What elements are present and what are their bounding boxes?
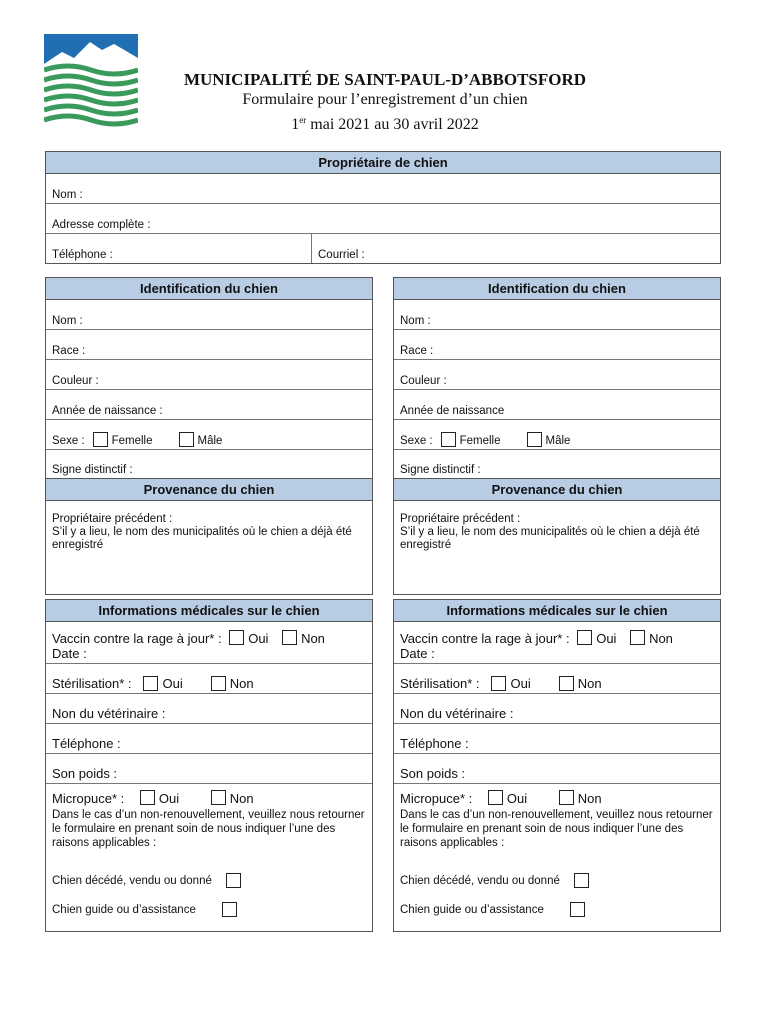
microchip-no-label: Non [577, 791, 602, 806]
female-checkbox[interactable] [93, 432, 108, 447]
vaccine-no-checkbox[interactable] [630, 630, 645, 645]
owner-contact-row [46, 234, 720, 263]
microchip-yes-label: Oui [506, 791, 528, 806]
dog-sex-label: Sexe : [400, 435, 433, 447]
sterilisation-row [46, 664, 372, 694]
deceased-label: Chien décédé, vendu ou donné [400, 874, 560, 887]
dog-color-field[interactable] [46, 360, 372, 390]
microchip-label: Micropuce* : [52, 791, 125, 806]
dog-race-field[interactable] [46, 330, 372, 360]
owner-heading: Propriétaire de chien [46, 152, 720, 174]
vaccine-label: Vaccin contre la rage à jour* : [52, 631, 222, 646]
period-rest: mai 2021 au 30 avril 2022 [306, 116, 479, 133]
dog-id-heading: Identification du chien [394, 278, 720, 300]
vaccine-label: Vaccin contre la rage à jour* : [400, 631, 570, 646]
microchip-row [46, 784, 372, 806]
sterilisation-yes-checkbox[interactable] [491, 676, 506, 691]
dog-medical-section [393, 599, 721, 932]
dog-sex-row [394, 420, 720, 450]
owner-name-field[interactable] [46, 174, 720, 204]
sterilisation-row [394, 664, 720, 694]
vaccine-no-label: Non [301, 631, 325, 646]
dog-medical-heading: Informations médicales sur le chien [394, 600, 720, 622]
dog-sign-field[interactable] [46, 450, 372, 479]
dog-id-heading: Identification du chien [46, 278, 372, 300]
dog-provenance-heading: Provenance du chien [394, 479, 720, 501]
spacer [46, 852, 372, 866]
vaccine-date-label[interactable]: Date : [400, 646, 435, 661]
dog-sex-row [46, 420, 372, 450]
deceased-row [46, 866, 372, 895]
microchip-yes-checkbox[interactable] [140, 790, 155, 805]
weight-label: Son poids : [400, 766, 466, 781]
weight-label: Son poids : [52, 766, 118, 781]
vet-phone-field[interactable] [46, 724, 372, 754]
previous-owner-label: Propriétaire précédent : [400, 513, 521, 525]
sterilisation-yes-label: Oui [162, 676, 183, 691]
document-header [140, 70, 630, 135]
vaccine-row [46, 622, 372, 664]
vet-phone-field[interactable] [394, 724, 720, 754]
dog-race-label: Race : [52, 345, 86, 357]
microchip-no-checkbox[interactable] [211, 790, 226, 805]
female-label: Femelle [111, 435, 153, 447]
dog-birth-label: Année de naissance [400, 405, 505, 417]
dog-birth-field[interactable] [46, 390, 372, 420]
spacer [394, 852, 720, 866]
sterilisation-no-checkbox[interactable] [559, 676, 574, 691]
microchip-yes-checkbox[interactable] [488, 790, 503, 805]
vaccine-row [394, 622, 720, 664]
dog-sign-label: Signe distinctif : [400, 464, 481, 476]
sterilisation-label: Stérilisation* : [400, 676, 480, 691]
sterilisation-no-label: Non [577, 676, 602, 691]
guide-dog-row [394, 895, 720, 924]
dog-color-label: Couleur : [52, 375, 99, 387]
microchip-label: Micropuce* : [400, 791, 473, 806]
vaccine-no-checkbox[interactable] [282, 630, 297, 645]
owner-name-label: Nom : [52, 189, 83, 201]
period-sup: er [299, 115, 307, 125]
dog-medical-section [45, 599, 373, 932]
non-renewal-note: Dans le cas d’un non-renouvellement, veuillez nous retourner le formulaire en prenant soin de nous indiquer l’une des raisons applicables : [400, 809, 713, 849]
owner-contact-divider [311, 234, 312, 263]
microchip-block [394, 784, 720, 924]
vaccine-line [400, 630, 673, 646]
dog-name-field[interactable] [46, 300, 372, 330]
dog-identification-section [45, 277, 373, 595]
weight-field[interactable] [46, 754, 372, 784]
microchip-no-label: Non [229, 791, 254, 806]
owner-section [45, 151, 721, 264]
vaccine-yes-label: Oui [596, 631, 617, 646]
vaccine-yes-checkbox[interactable] [577, 630, 592, 645]
vet-name-field[interactable] [46, 694, 372, 724]
sterilisation-label: Stérilisation* : [52, 676, 132, 691]
vet-phone-label: Téléphone : [400, 736, 469, 751]
dog-sign-field[interactable] [394, 450, 720, 479]
guide-dog-checkbox[interactable] [222, 902, 237, 917]
dog-identification-section [393, 277, 721, 595]
guide-dog-checkbox[interactable] [570, 902, 585, 917]
female-label: Femelle [459, 435, 501, 447]
dog-sign-label: Signe distinctif : [52, 464, 133, 476]
deceased-label: Chien décédé, vendu ou donné [52, 874, 212, 887]
dog-race-field[interactable] [394, 330, 720, 360]
dog-color-label: Couleur : [400, 375, 447, 387]
dog-sex-label: Sexe : [52, 435, 85, 447]
vet-name-label: Non du vétérinaire : [52, 706, 166, 721]
microchip-yes-label: Oui [158, 791, 180, 806]
deceased-checkbox[interactable] [574, 873, 589, 888]
sterilisation-yes-label: Oui [510, 676, 531, 691]
vaccine-date-label[interactable]: Date : [52, 646, 87, 661]
dog-race-label: Race : [400, 345, 434, 357]
vaccine-yes-checkbox[interactable] [229, 630, 244, 645]
guide-dog-row [46, 895, 372, 924]
male-label: Mâle [545, 435, 571, 447]
previous-municipalities-note: S’il y a lieu, le nom des municipalités où le chien a déjà été enregistré [400, 526, 700, 551]
dog-name-field[interactable] [394, 300, 720, 330]
document-subtitle: Formulaire pour l’enregistrement d’un chien [242, 91, 528, 108]
dog-provenance-heading: Provenance du chien [46, 479, 372, 501]
non-renewal-note: Dans le cas d’un non-renouvellement, veuillez nous retourner le formulaire en prenant soin de nous indiquer l’une des raisons applicables : [52, 809, 365, 849]
period-day: 1 [291, 116, 300, 133]
microchip-row [394, 784, 720, 806]
previous-municipalities-note: S’il y a lieu, le nom des municipalités où le chien a déjà été enregistré [52, 526, 352, 551]
municipality-logo [44, 34, 138, 128]
female-checkbox[interactable] [441, 432, 456, 447]
vaccine-no-label: Non [649, 631, 673, 646]
dog-birth-label: Année de naissance : [52, 405, 163, 417]
owner-address-label: Adresse complète : [52, 219, 151, 231]
dog-name-label: Nom : [400, 315, 431, 327]
vaccine-line [52, 630, 325, 646]
deceased-checkbox[interactable] [226, 873, 241, 888]
sterilisation-no-label: Non [229, 676, 254, 691]
owner-address-field[interactable] [46, 204, 720, 234]
dog-previous-owner-field[interactable] [46, 501, 372, 556]
guide-dog-label: Chien guide ou d’assistance [400, 903, 544, 916]
vet-phone-label: Téléphone : [52, 736, 121, 751]
document-title: MUNICIPALITÉ DE SAINT-PAUL-D’ABBOTSFORD [183, 70, 587, 89]
vaccine-yes-label: Oui [248, 631, 269, 646]
dog-name-label: Nom : [52, 315, 83, 327]
male-checkbox[interactable] [179, 432, 194, 447]
vet-name-label: Non du vétérinaire : [400, 706, 514, 721]
document-period [140, 110, 630, 135]
dog-medical-heading: Informations médicales sur le chien [46, 600, 372, 622]
dog-birth-field[interactable] [394, 390, 720, 420]
guide-dog-label: Chien guide ou d’assistance [52, 903, 196, 916]
previous-owner-label: Propriétaire précédent : [52, 513, 173, 525]
microchip-no-checkbox[interactable] [559, 790, 574, 805]
dog-previous-owner-field[interactable] [394, 501, 720, 556]
microchip-block [46, 784, 372, 924]
weight-field[interactable] [394, 754, 720, 784]
vet-name-field[interactable] [394, 694, 720, 724]
male-checkbox[interactable] [527, 432, 542, 447]
sterilisation-no-checkbox[interactable] [211, 676, 226, 691]
owner-email-label[interactable]: Courriel : [318, 249, 365, 261]
dog-color-field[interactable] [394, 360, 720, 390]
male-label: Mâle [197, 435, 223, 447]
owner-phone-label[interactable]: Téléphone : [52, 249, 113, 261]
sterilisation-yes-checkbox[interactable] [143, 676, 158, 691]
deceased-row [394, 866, 720, 895]
